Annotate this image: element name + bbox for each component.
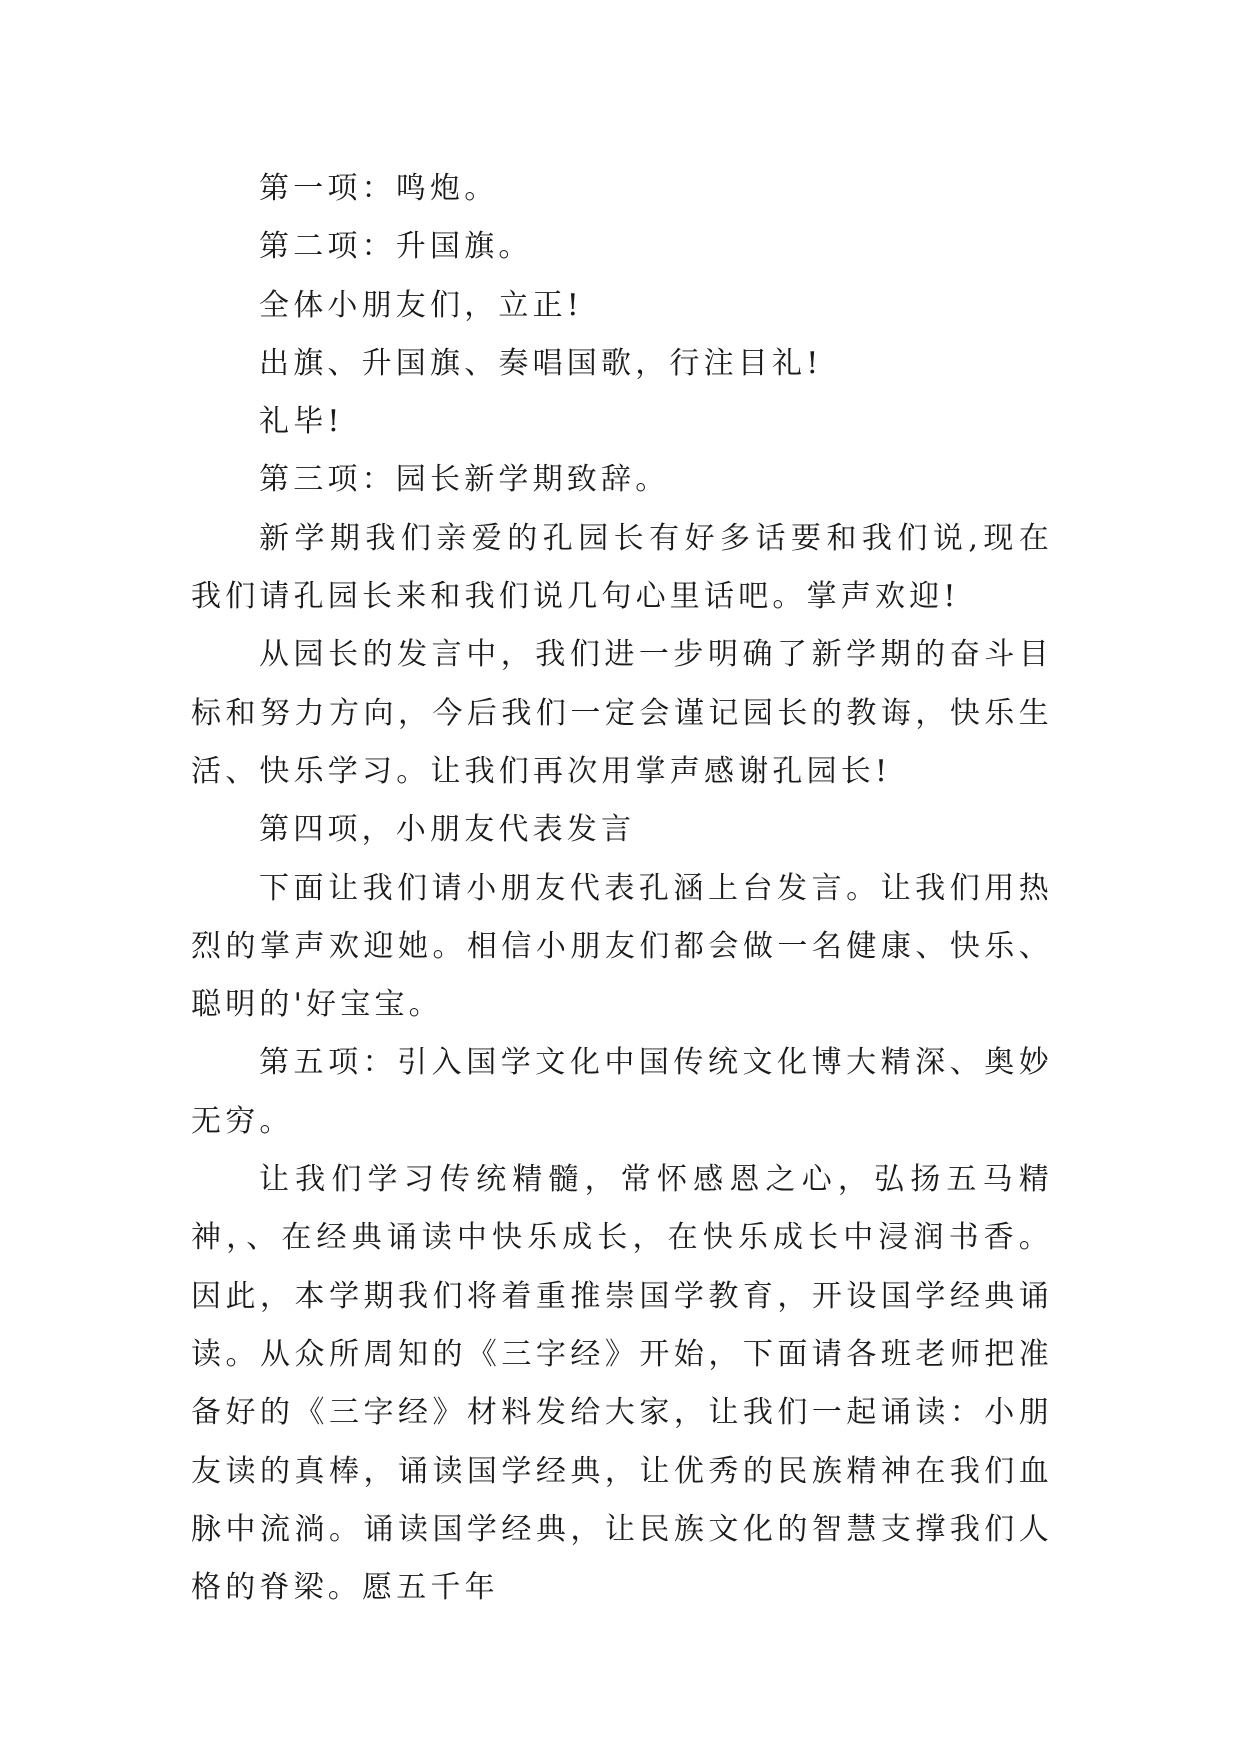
paragraph-item-3: 全体小朋友们，立正! (259, 287, 584, 323)
document-body (191, 160, 1053, 1617)
paragraph-item-2: 第二项：升国旗。 (259, 229, 533, 265)
paragraph-item-5: 礼毕! (259, 404, 344, 440)
paragraph-item-4: 出旗、升国旗、奏唱国歌，行注目礼! (259, 345, 823, 381)
paragraph-item-9: 第四项，小朋友代表发言 (259, 812, 636, 848)
paragraph-item-8: 从园长的发言中，我们进一步明确了新学期的奋斗目标和努力方向，今后我们一定会谨记园长的教诲，快乐生活、快乐学习。让我们再次用掌声感谢孔园长! (191, 637, 1053, 789)
paragraph-item-6: 第三项：园长新学期致辞。 (259, 462, 670, 498)
paragraph-item-11: 第五项：引入国学文化中国传统文化博大精深、奥妙无穷。 (191, 1045, 1053, 1139)
paragraph-item-10: 下面让我们请小朋友代表孔涵上台发言。让我们用热烈的掌声欢迎她。相信小朋友们都会做一名健康、快乐、聪明的'好宝宝。 (191, 870, 1053, 1023)
paragraph-item-1: 第一项：鸣炮。 (259, 171, 499, 206)
paragraph-item-12: 让我们学习传统精髓，常怀感恩之心，弘扬五马精神，、在经典诵读中快乐成长，在快乐成长中浸润书香。因此，本学期我们将着重推崇国学教育，开设国学经典诵读。从众所周知的《三字经》开始，下面请各班老师把准备好的《三字经》材料发给大家，让我们一起诵读：小朋友读的真棒，诵读国学经典，让优秀的民族精神在我们血脉中流淌。诵读国学经典，让民族文化的智慧支撑我们人格的脊梁。愿五千年 (191, 1162, 1053, 1606)
paragraph-item-7: 新学期我们亲爱的孔园长有好多话要和我们说,现在我们请孔园长来和我们说几句心里话吧。掌声欢迎! (191, 520, 1053, 615)
